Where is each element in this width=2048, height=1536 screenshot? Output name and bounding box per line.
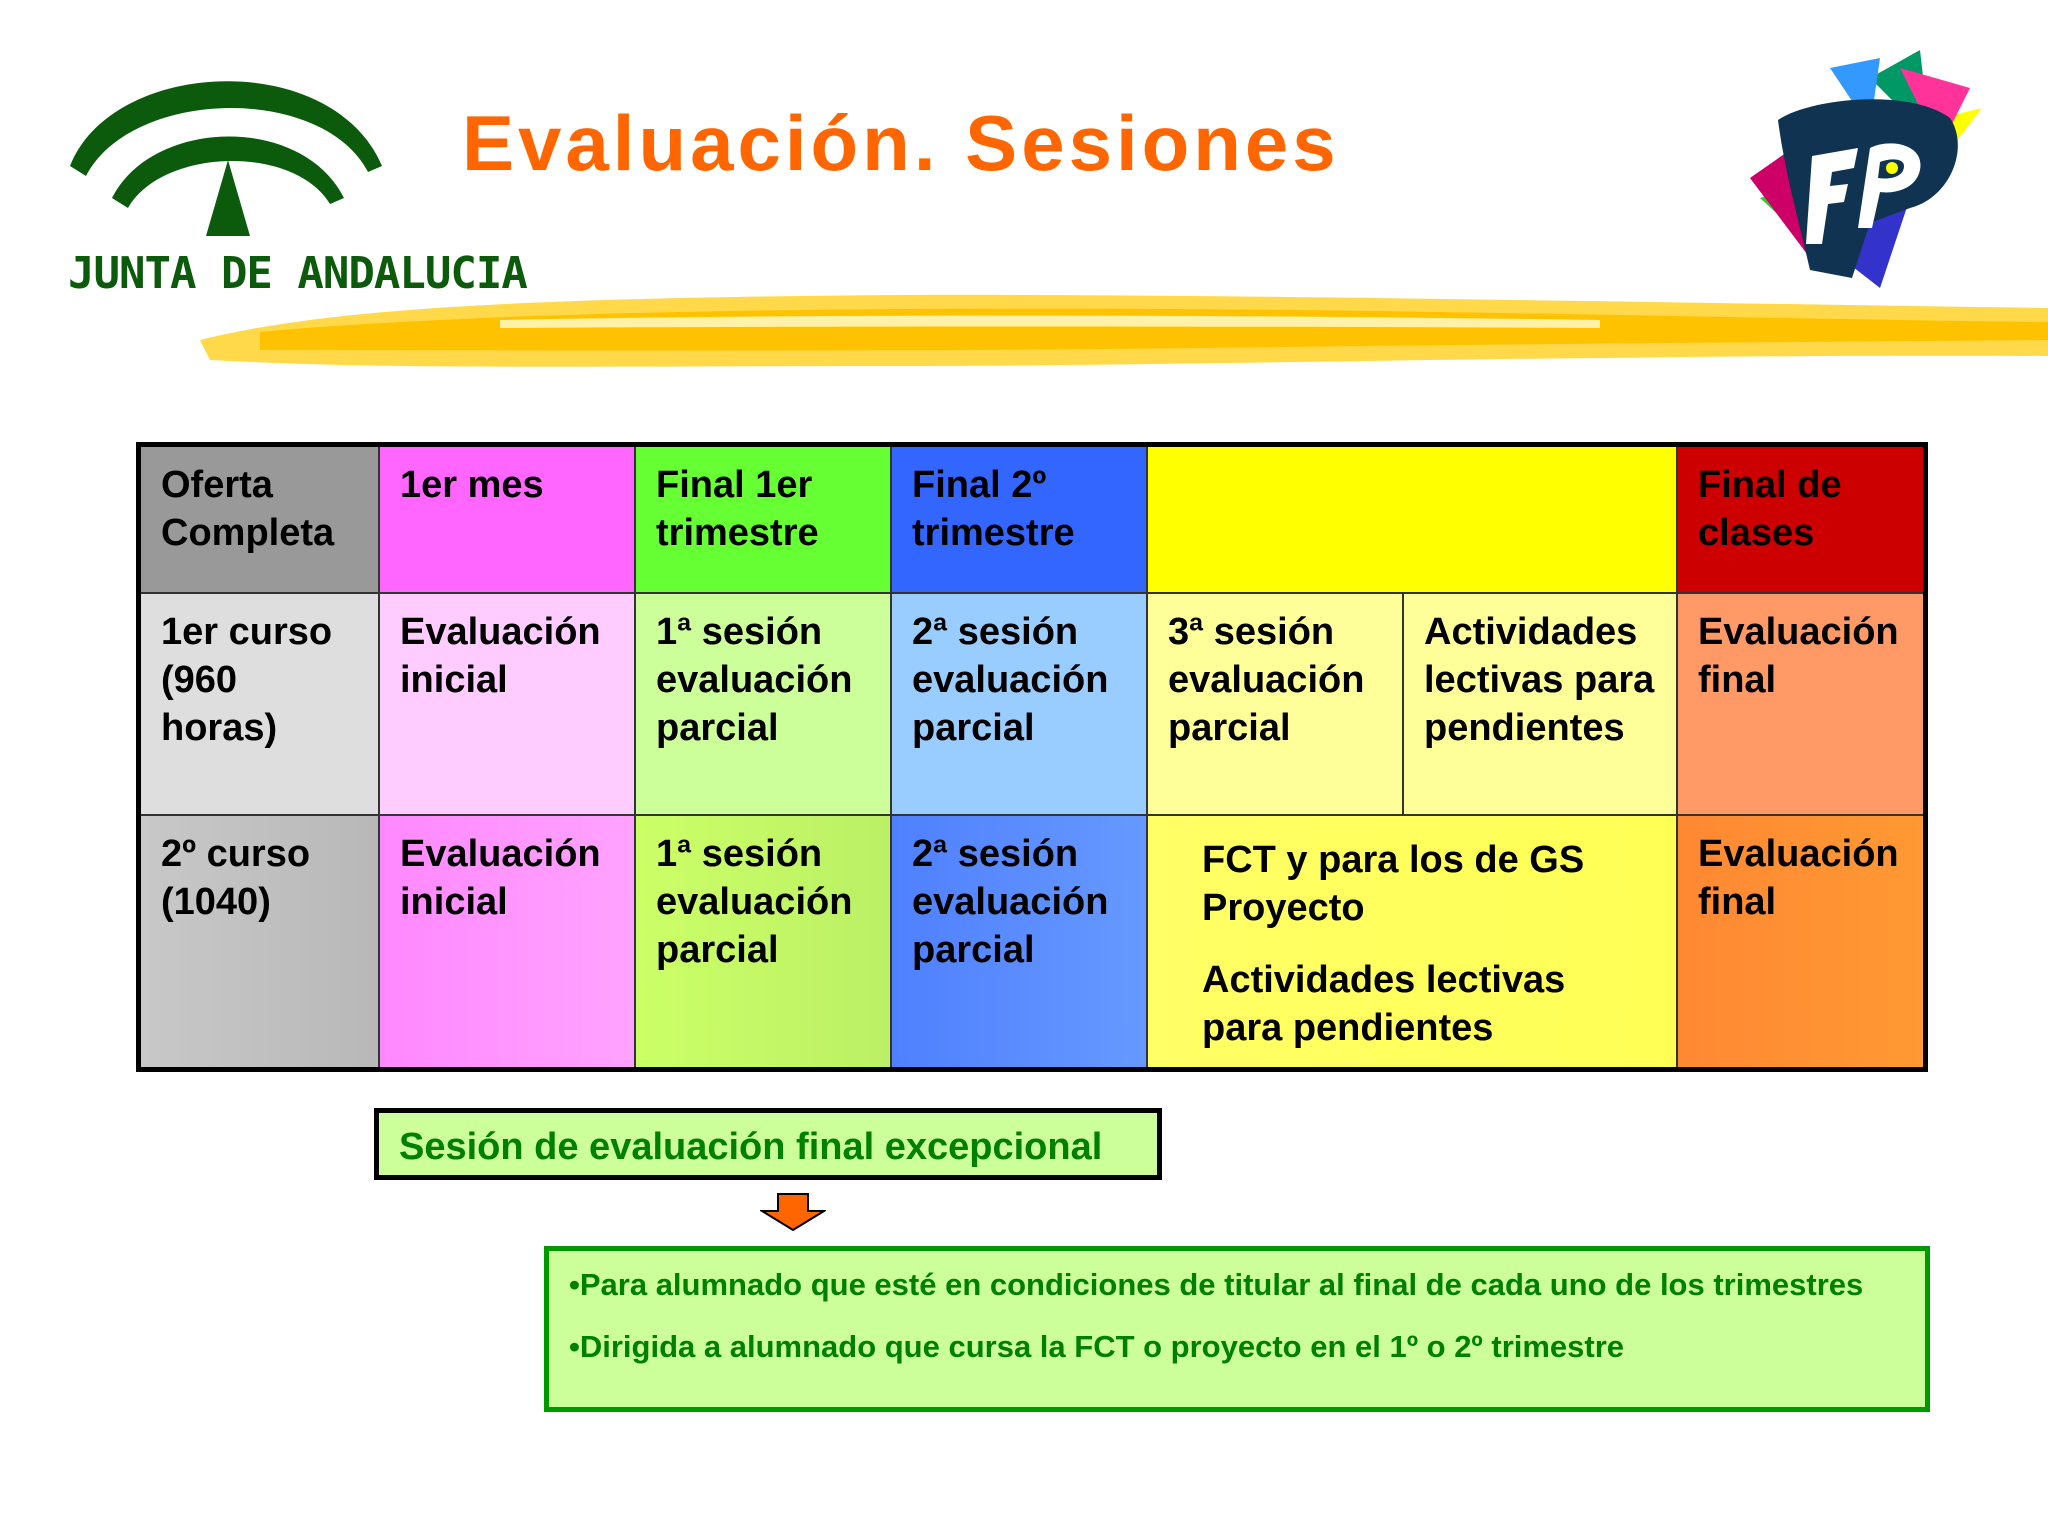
header-final-clases-text: Final de clases <box>1698 464 1842 554</box>
header-1er-mes-text: 1er mes <box>400 464 544 506</box>
row1-actividades-pendientes <box>1404 594 1678 816</box>
row2-cell-text: Evaluación inicial <box>400 833 601 923</box>
row1-label-cell <box>141 594 380 816</box>
row2-fct-proyecto <box>1148 816 1678 1067</box>
row2-cell-text: 1ª sesión evaluación parcial <box>656 833 853 971</box>
row2-sesion-2 <box>892 816 1148 1067</box>
row1-cell-text: Evaluación final <box>1698 611 1899 701</box>
row1-cell-text: 2ª sesión evaluación parcial <box>912 611 1109 749</box>
slide-title: Evaluación. Sesiones <box>462 99 1340 187</box>
info-bullet-2: •Dirigida a alumnado que cursa la FCT o proyecto en el 1º o 2º trimestre <box>569 1329 1625 1364</box>
header-cell-final-1er-trimestre <box>636 447 892 594</box>
row1-evaluacion-final <box>1678 594 1923 816</box>
fct-actividades-text: Actividades lectivas para pendientes <box>1202 959 1566 1049</box>
row2-evaluacion-inicial <box>380 816 636 1067</box>
header-cell-oferta <box>141 447 380 594</box>
row2-label: 2º curso (1040) <box>161 833 311 923</box>
row1-label: 1er curso (960 horas) <box>161 611 333 749</box>
row1-cell-text: 3ª sesión evaluación parcial <box>1168 611 1365 749</box>
fp-logo-icon <box>1720 48 2000 298</box>
info-bullet-1: •Para alumnado que esté en condiciones de titular al final de cada uno de los trimestres <box>569 1267 1864 1302</box>
row2-label-cell <box>141 816 380 1067</box>
row1-sesion-2 <box>892 594 1148 816</box>
yellow-brush-stroke <box>200 270 2048 380</box>
row1-cell-text: Actividades lectivas para pendientes <box>1424 611 1655 749</box>
exceptional-session-box: Sesión de evaluación final excepcional <box>374 1108 1162 1180</box>
row1-cell-text: 1ª sesión evaluación parcial <box>656 611 853 749</box>
row2-final-text: Evaluación final <box>1698 833 1899 923</box>
junta-logo-text: JUNTA DE ANDALUCIA <box>68 248 527 299</box>
fct-proyecto-text: FCT y para los de GS Proyecto <box>1202 839 1585 929</box>
header-cell-yellow <box>1148 447 1678 594</box>
row2-sesion-1 <box>636 816 892 1067</box>
header-oferta-text: Oferta Completa <box>161 464 335 554</box>
info-box <box>544 1246 1930 1412</box>
row2-evaluacion-final <box>1678 816 1923 1067</box>
header-final-2-text: Final 2º trimestre <box>912 464 1075 554</box>
header-final-1er-text: Final 1er trimestre <box>656 464 819 554</box>
junta-arch-icon <box>62 48 402 248</box>
header-cell-1er-mes <box>380 447 636 594</box>
header-cell-final-2-trimestre <box>892 447 1148 594</box>
header-cell-final-clases <box>1678 447 1923 594</box>
down-arrow-icon <box>760 1193 826 1231</box>
row1-evaluacion-inicial <box>380 594 636 816</box>
row1-sesion-3 <box>1148 594 1404 816</box>
row1-cell-text: Evaluación inicial <box>400 611 601 701</box>
row2-cell-text: 2ª sesión evaluación parcial <box>912 833 1109 971</box>
junta-andalucia-logo <box>62 48 527 308</box>
row1-sesion-1 <box>636 594 892 816</box>
evaluation-schedule-table <box>136 442 1928 1072</box>
